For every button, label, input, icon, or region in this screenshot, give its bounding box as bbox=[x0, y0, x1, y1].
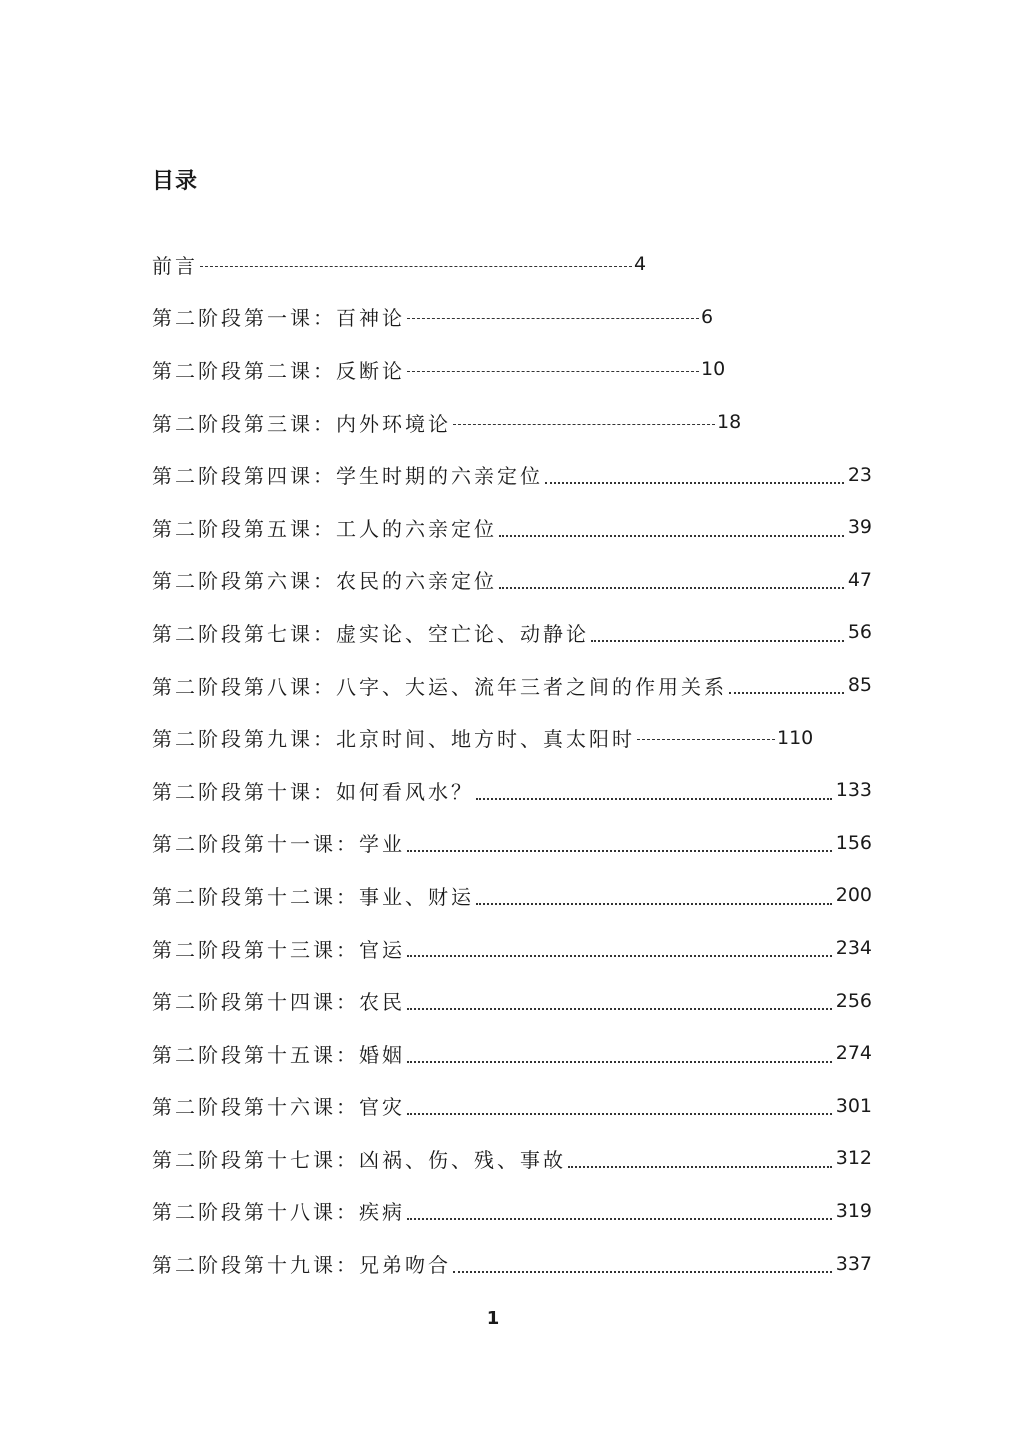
toc-entry-label: 第二阶段第十二课：事业、财运 bbox=[152, 884, 474, 909]
toc-entry-leader bbox=[499, 587, 844, 589]
toc-entry-label: 第二阶段第四课：学生时期的六亲定位 bbox=[152, 464, 543, 489]
toc-entry[interactable] bbox=[152, 1080, 872, 1133]
toc-entry-leader bbox=[407, 318, 699, 319]
toc-heading: 目录 bbox=[152, 169, 199, 194]
toc-entry-label: 第二阶段第十八课：疾病 bbox=[152, 1200, 405, 1225]
toc-entry-page-number: 56 bbox=[847, 621, 872, 644]
toc-entry[interactable] bbox=[152, 501, 872, 554]
toc-entry[interactable] bbox=[152, 448, 872, 501]
toc-entry-page-number: 200 bbox=[835, 884, 872, 907]
toc-entry-page-number: 23 bbox=[847, 463, 872, 486]
toc-entry[interactable] bbox=[152, 817, 872, 870]
toc-entry[interactable] bbox=[152, 1132, 872, 1185]
toc-entry-leader bbox=[591, 640, 844, 642]
toc-entry-label: 第二阶段第九课：北京时间、地方时、真太阳时 bbox=[152, 727, 635, 752]
toc-entry-leader bbox=[476, 798, 832, 800]
toc-entry[interactable] bbox=[152, 922, 872, 975]
toc-entry-leader bbox=[407, 371, 699, 372]
toc-entry-leader bbox=[729, 692, 844, 694]
toc-entry-label: 第二阶段第十课：如何看风水？ bbox=[152, 779, 474, 804]
toc-entry-label: 第二阶段第一课：百神论 bbox=[152, 306, 405, 331]
toc-entry-leader bbox=[568, 1166, 832, 1168]
toc-entry[interactable] bbox=[152, 238, 872, 291]
toc-entry-label: 第二阶段第十三课：官运 bbox=[152, 937, 405, 962]
toc-entry[interactable] bbox=[152, 291, 872, 344]
toc-entry-label: 第二阶段第七课：虚实论、空亡论、动静论 bbox=[152, 621, 589, 646]
toc-entry-page-number: 301 bbox=[835, 1094, 872, 1117]
toc-entry-leader bbox=[407, 955, 832, 957]
toc-entry-page-number: 39 bbox=[847, 516, 872, 539]
toc-list bbox=[152, 238, 872, 1290]
toc-entry-page-number: 256 bbox=[835, 989, 872, 1012]
toc-entry-leader bbox=[637, 739, 775, 740]
toc-entry-leader bbox=[499, 535, 844, 537]
toc-entry[interactable] bbox=[152, 1185, 872, 1238]
toc-entry-page-number: 312 bbox=[835, 1147, 872, 1170]
toc-entry-label: 第二阶段第十九课：兄弟吻合 bbox=[152, 1253, 451, 1278]
toc-entry-label: 第二阶段第十一课：学业 bbox=[152, 832, 405, 857]
toc-entry[interactable] bbox=[152, 764, 872, 817]
toc-entry-label: 第二阶段第二课：反断论 bbox=[152, 358, 405, 383]
toc-entry-page-number: 6 bbox=[701, 305, 714, 328]
toc-entry-label: 前言 bbox=[152, 253, 198, 278]
toc-entry-leader bbox=[476, 903, 832, 905]
toc-entry-leader bbox=[407, 1113, 832, 1115]
toc-entry-label: 第二阶段第五课：工人的六亲定位 bbox=[152, 516, 497, 541]
toc-entry-page-number: 234 bbox=[835, 937, 872, 960]
toc-entry-page-number: 337 bbox=[835, 1252, 872, 1275]
toc-entry-label: 第二阶段第十六课：官灾 bbox=[152, 1095, 405, 1120]
toc-entry-leader bbox=[407, 1061, 832, 1063]
toc-entry-page-number: 156 bbox=[835, 831, 872, 854]
toc-entry-page-number: 133 bbox=[835, 779, 872, 802]
toc-entry-page-number: 4 bbox=[634, 253, 647, 276]
toc-entry[interactable] bbox=[152, 659, 872, 712]
toc-entry-leader bbox=[407, 1008, 832, 1010]
toc-entry[interactable] bbox=[152, 974, 872, 1027]
toc-entry[interactable] bbox=[152, 343, 872, 396]
toc-entry-page-number: 274 bbox=[835, 1042, 872, 1065]
toc-entry-page-number: 319 bbox=[835, 1199, 872, 1222]
toc-entry-leader bbox=[200, 266, 632, 267]
toc-entry-page-number: 85 bbox=[847, 674, 872, 697]
toc-entry-leader bbox=[407, 850, 832, 852]
toc-entry-leader bbox=[407, 1218, 832, 1220]
toc-entry-label: 第二阶段第十五课：婚姻 bbox=[152, 1042, 405, 1067]
toc-entry[interactable] bbox=[152, 606, 872, 659]
toc-entry-leader bbox=[453, 424, 715, 425]
toc-entry[interactable] bbox=[152, 1237, 872, 1290]
toc-entry-page-number: 110 bbox=[777, 726, 814, 749]
toc-entry-label: 第二阶段第八课：八字、大运、流年三者之间的作用关系 bbox=[152, 674, 727, 699]
toc-entry-label: 第二阶段第三课：内外环境论 bbox=[152, 411, 451, 436]
toc-entry-page-number: 10 bbox=[701, 358, 726, 381]
toc-entry-label: 第二阶段第十四课：农民 bbox=[152, 990, 405, 1015]
toc-entry-label: 第二阶段第十七课：凶祸、伤、残、事故 bbox=[152, 1147, 566, 1172]
toc-entry[interactable] bbox=[152, 396, 872, 449]
toc-entry-label: 第二阶段第六课：农民的六亲定位 bbox=[152, 569, 497, 594]
toc-entry[interactable] bbox=[152, 1027, 872, 1080]
toc-entry-leader bbox=[453, 1271, 832, 1273]
toc-entry-leader bbox=[545, 482, 844, 484]
toc-entry-page-number: 47 bbox=[847, 568, 872, 591]
toc-entry[interactable] bbox=[152, 869, 872, 922]
toc-entry-page-number: 18 bbox=[717, 411, 742, 434]
page-number: 1 bbox=[486, 1308, 500, 1329]
toc-entry[interactable] bbox=[152, 554, 872, 607]
toc-entry[interactable] bbox=[152, 711, 872, 764]
